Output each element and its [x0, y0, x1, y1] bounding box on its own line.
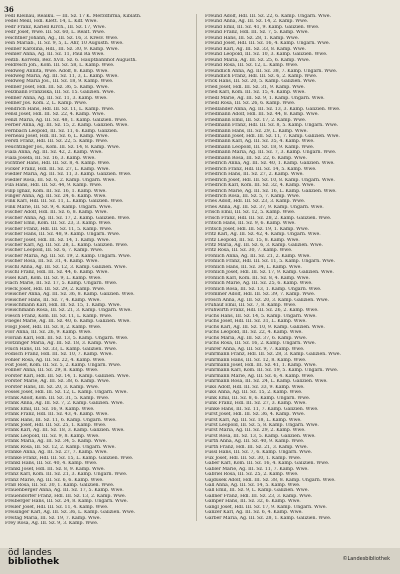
directory-entry: Frank Rosa, III. Sz. 12, 2. Kamp. Ungarn. Wwe. [5, 444, 116, 450]
directory-entry: Ferber Anna, Ag. III. Sz. 15, 2. Kamp. Galizien. Wwe. [5, 123, 129, 129]
directory-entry: Fritz Rosa, III. Sz. 30, 7. Kamp. Wwe. [205, 248, 293, 254]
directory-entry: Fischer Maria, Ag. III. Sz. 19, 2. Kamp. Ungarn. Wwe. [5, 253, 132, 259]
directory-entry: Fröhlich Franz, Hdl. III. Sz. 11, 5. Kamp. Ungarn. Wwe. [205, 259, 335, 265]
directory-entry: Fluch Hans, III. Sz. 33, L. Kamp. Galizien. Wwe. [5, 346, 118, 352]
directory-entry: Fürst Leopold, III. Sz. 5, 8. Kamp. Ungarn. Wwe. [205, 422, 319, 428]
directory-entry: Fuchs Rosa, III. Sz. 16, 2. Kamp. Ungarn. Wwe. [205, 341, 316, 347]
directory-entry: Fritz Leopold, III. Sz. 15, 8. Kamp. Wwe. [205, 237, 300, 243]
left-column [5, 14, 191, 527]
directory-entry: Fröhlich Rosa, III. Sz. 13, 1. Kamp. Ungarn. Wwe. [205, 286, 322, 292]
directory-entry: Freundlich Anna, Ag. III. Sz. 38, 7. Kamp. Ungarn. Wwe. [205, 68, 338, 74]
right-column [205, 14, 391, 521]
directory-entry: Friedrich Marie, Ag. III. Sz. 16, L. Kamp. Galizien. Wwe. [205, 188, 337, 194]
directory-entry: Frank Leopold, III. Sz. 9, 8. Kamp. Wwe. [5, 433, 100, 439]
directory-entry: Fries Adolf, Hdl. III. Sz. 23, 3. Kamp. Wwe. [205, 199, 306, 205]
directory-entry: Frank Adolf, Kom. III. Sz. 31, 5. Kamp. Wwe. [5, 395, 110, 401]
directory-entry: Franke Franz, Hdl. III. Sz. 15, L. Kamp. Galizien. Wwe. [5, 455, 134, 461]
directory-entry: Forster Marie, Ag. III. Sz. 38, 6. Kamp. Wwe. [5, 379, 110, 385]
directory-entry: Fischl Anna, Ag. III. Sz. 12, 3. Kamp. Galizien. Wwe. [5, 264, 127, 270]
directory-entry: Fischer Leopold, III. Sz. 6, 7. Kamp. Wwe. [5, 248, 104, 254]
directory-entry: Gangl Josef, Hdl. III. Sz. 17, 9. Kamp. Ungarn. Wwe. [205, 504, 327, 510]
directory-entry: Fritz Karl, Ag. III. Sz. 42, 4. Kamp. Ungarn. Wwe. [205, 232, 321, 238]
directory-entry: Fohler Rosa, Ag. III. Sz. 22, 4. Kamp. Wwe. [5, 357, 106, 363]
directory-entry: Fink Marie, III. Sz. 9, 4. Kamp. Ungarn. Wwe. [5, 204, 112, 210]
directory-entry: Fellner Josef, Hdl. III. Sz. 36, 5. Kamp. Wwe. [5, 84, 109, 90]
directory-entry: Fuchs Karl, Ag. III. Sz. 10, 9. Kamp. Galizien. Wwe. [205, 324, 325, 330]
directory-entry: Freund Josef, Hdl. III. Sz. 16, 4. Kamp. Ungarn. Wwe. [205, 41, 331, 47]
directory-entry: Freisinger Karl, Ag. III. Sz. 36, L. Kamp. Galizien. Wwe. [5, 510, 136, 516]
directory-entry: Fiedler Maria, Ag. III. Sz. 11, 3. Kamp. Galizien. Wwe. [5, 172, 132, 178]
directory-entry: Fischer Anna, Ag. III. Sz. 17, 2. Kamp. Galizien. Wwe. [5, 215, 131, 221]
directory-entry: Fedel Meill, Hdl. Klett. 14, L. Kdf. Wwe. [5, 19, 98, 25]
directory-entry: Fleischmann Rosa, III. Sz. 21, 3. Kamp. Ungarn. Wwe. [5, 308, 132, 314]
directory-entry: Fischer Emil, Kom. III. Sz. 23, 3. Kamp. Wwe. [5, 221, 112, 227]
directory-entry: Flögl Josef, Hdl. III. Sz. 8, 2. Kamp. Wwe. [5, 324, 102, 330]
directory-entry: Friedmann Karl, Ag. III. Sz. 35, 4. Kamp. Wwe. [205, 139, 315, 145]
page-number: 36 [4, 5, 14, 14]
directory-entry: Gaber Karl, Kom. III. Sz. 16, 4. Kamp. Galizien. Wwe. [205, 461, 330, 467]
directory-entry: Franz Karl, Kom. III. Sz. 21, 3. Kamp. Ungarn. Wwe. [5, 472, 128, 478]
directory-entry: Fiala Anna, Ag. III. Sz. 42, 2. Kamp. Wwe. [5, 150, 103, 156]
directory-entry: Fröhlich Karl, Kom. III. Sz. 8, 4. Kamp. Wwe. [205, 275, 310, 281]
directory-entry: Fuhrmann Hans, III. Sz. 12, 8. Kamp. Wwe. [205, 357, 307, 363]
directory-entry: Filip Ignaz, Kom. III. Sz. 16, 1. Kamp. Wwe. [5, 188, 107, 194]
directory-entry: Gall Anna, Ag. III. Sz. 14, 5. Kamp. Wwe. [205, 482, 301, 488]
directory-entry: Frank Anna, Ag. III. Sz. 7, 2. Kamp. Galizien. Wwe. [5, 401, 124, 407]
directory-entry: Fein Mariab., II. Sz. 9, 5, L. Ahr, 10 Augusth. Wwe. [5, 41, 124, 47]
directory-entry: Fritsch Hans, III. Sz. 9, 6. Kamp. Wwe. [205, 221, 296, 227]
directory-entry: Frankl Hans, III. Sz. 40, 4. Kamp. Wwe. [5, 461, 98, 467]
directory-entry: Frauenberger Anna, Ag. III. Sz. 17, 5. Kamp. Wwe. [5, 488, 124, 494]
directory-entry: Freund Leopold, III. Sz. 10, 3. Kamp. Galizien. Wwe. [205, 52, 328, 58]
directory-entry: Fedl Kleinau, Realku. — III. Sz. 17 K. Merzdfirma, Kiblath. [5, 14, 142, 19]
footer-bar [0, 548, 400, 574]
directory-entry: Fellner Jos. Kom. 2, L. Kamp. Wwe. [5, 101, 88, 107]
directory-entry: Freund Adolf, Hdl. III. Sz. 22, 6. Kamp. Ungarn. Wwe. [205, 14, 331, 19]
directory-entry: Fröhlich Anna, Ag. III. Sz. 21, 2. Kamp. Wwe. [205, 253, 311, 259]
directory-entry: Feinler Anna, Ag. III. Sz. 11, Paul Ra Wwe. [5, 52, 105, 58]
directory-entry: Friedrich Karl, Kom. III. Sz. 32, 4. Kamp. Wwe. [205, 183, 315, 189]
directory-entry: Fleck Josef, Hdl. III. Sz. 29, 2. Kamp. Wwe. [5, 286, 106, 292]
directory-entry: Fuhrmann Josef, Hdl. III. Sz. 41, 1. Kamp. Wwe. [205, 363, 317, 368]
directory-entry: Fiedler Rosa, III. Sz. 6, 2. Kamp. Ungarn. Wwe. [5, 177, 116, 183]
directory-entry: Flor Anna, III. Sz. 26, 9. Kamp. Wwe. [5, 330, 92, 336]
directory-entry: Freund Karl, Ag. III. Sz. 33, 8. Kamp. Wwe. [205, 46, 306, 52]
directory-entry: Gallner Franz, Hdl. III. Sz. 23, 3. Kamp. Wwe. [205, 493, 313, 499]
directory-entry: Freitag Maria, III. Sz. 19, 7. Kamp. Wwe. [5, 515, 101, 521]
directory-entry: Gamper Hans, III. Sz. 32, 6. Kamp. Wwe. [205, 499, 301, 505]
directory-entry: Freiler Josef, Hdl. III. Sz. 11, 4. Kamp. Wwe. [5, 504, 109, 510]
directory-entry: Freund Rosa, III. Sz. 12, L. Kamp. Wwe. [205, 63, 299, 69]
directory-entry: Frey Rosa, Ag. III. Sz. 9, 3. Kamp. Wwe. [5, 521, 99, 527]
directory-entry: Foit Josef, Kom. III. Sz. 5, 2. Kamp. Ungarn. Wwe. [5, 363, 122, 368]
directory-entry: Fendrich Hans, Hdl. III. Sz. 11, L. Kamp. Wwe. [5, 106, 115, 112]
directory-entry: Forster Karl, Hdl. III. Sz. 14, 1. Kamp. Galizien. Wwe. [5, 373, 130, 379]
directory-entry: Fischer Adolf, Hdl. III. Sz. 6, 8. Kamp. Wwe. [5, 210, 108, 216]
directory-entry: Friedmann Rosa, III. Sz. 22, 6. Kamp. Wwe. [205, 155, 307, 161]
directory-entry: Freund Franz, Hdl. III. Sz. 7, 5. Kamp. Wwe. [205, 30, 309, 36]
directory-entry: Friedmann Emil, III. Sz. 17, 2. Kamp. Wwe. [205, 117, 307, 123]
directory-entry: Finger Anna, Ag. III. Sz. 24, 6. Kamp. Wwe. [5, 193, 107, 199]
directory-entry: Fischer Franz, Hdl. III. Sz. 11, 5. Kamp. Wwe. [5, 226, 113, 232]
directory-entry: Frühwirth Franz, Hdl. III. Sz. 26, 2. Kamp. Wwe. [205, 308, 319, 314]
directory-entry: Fensl Josef, Hdl. III. Sz. 22, 4. Kamp. Wwe. [5, 112, 105, 118]
directory-entry: Frühauf Emil, III. Sz. 7, 8. Kamp. Wwe. [205, 303, 297, 309]
directory-entry: Frank Hans, III. Sz. 11, 6. Kamp. Ungarn. Wwe. [5, 417, 117, 423]
directory-entry: Fedr Franz, Kariell Kirch., III. Sz. 17, Wwe. [5, 24, 106, 30]
directory-entry: Flach Marie, III. Sz. 17, 5. Kamp. Ungarn. Wwe. [5, 281, 118, 287]
directory-entry: Fischer Hans, III. Sz. 48, 9. Kamp. Ungarn. Wwe. [5, 232, 121, 238]
directory-entry: Fischer Rosa, III. Sz. 31, 4. Kamp. Wwe. [5, 259, 99, 265]
directory-entry: Fürst Josef, Hdl. III. Sz. 36, 4. Kamp. Wwe. [205, 412, 306, 418]
directory-entry: Fuchs Josef, Hdl. III. Sz. 31, L. Kamp. Wwe. [205, 319, 307, 325]
directory-entry: Fischl Franz, Hdl. III. Sz. 44, 6. Kamp. Wwe. [5, 270, 109, 276]
directory-entry: Gall Emil, III. Sz. 9, L. Kamp. Galizien. Wwe. [205, 488, 309, 494]
directory-entry: Freiberger Hans, III. Sz. 24, 8. Kamp. Ungarn. Wwe. [5, 499, 128, 505]
directory-entry: Friedrich Anna, Ag. III. Sz. 40, 1. Kamp. Galizien. Wwe. [205, 161, 335, 167]
directory-entry: Ganzer Karl, Ag. III. Sz. 6, 4. Kamp. Wwe. [205, 510, 303, 516]
directory-entry: Fuhrmann Marie, Ag. III. Sz. 6, 4. Kamp. Wwe. [205, 373, 315, 379]
directory-entry: Frommer Adolf, Hdl. III. Sz. 39, 7. Kamp. Wwe. [205, 292, 316, 298]
directory-entry: Freund Anna, Ag. III. Sz. 14, 2. Kamp. Wwe. [205, 19, 309, 25]
directory-entry: Friedmann Franz, Hdl. III. Sz. 8, 5. Kamp. Ungarn. Wwe. [205, 123, 339, 129]
directory-entry: Frauendorfer Franz, Hdl. III. Sz. 13, 2. Kamp. Wwe. [5, 493, 127, 499]
directory-entry: Ficker Franz, Hdl. III. Sz. 27, L. Kamp. Wwe. [5, 166, 110, 172]
directory-entry: Friedrich Hans, III. Sz. 27, 2. Kamp. Wwe. [205, 172, 304, 178]
directory-entry: Friedl Rosa, III. Sz. 26, 6. Kamp. Wwe. [205, 101, 296, 107]
directory-entry: Franke Anna, Ag. III. Sz. 27, 7. Kamp. Wwe. [5, 450, 108, 456]
directory-entry: Fenzl Maria, Ag. III. Sz. 48, 1. Kamp. Galizien. Wwe. [5, 117, 128, 123]
directory-entry: Frank Josef, Hdl. III. Sz. 25, 1. Kamp. Wwe. [5, 422, 107, 428]
directory-entry: Fuchs Maria, Ag. III. Sz. 37, 6. Kamp. Wwe. [205, 335, 308, 341]
directory-entry: Fuks Anna, Ag. III. Sz. 15, 2. Kamp. Wwe. [205, 390, 303, 396]
directory-entry: Fleischmann Karl, Hdl. III. Sz. 15, 1. Kamp. Wwe. [5, 303, 121, 309]
directory-entry: Friedrich Franz, Hdl. III. Sz. 14, 5. Kamp. Wwe. [205, 166, 317, 172]
directory-entry: Feldreich Joh., Kom. III. Sz. 58, L. Kamp. Wwe. [5, 63, 115, 69]
directory-entry: Fuks Adolf, Hdl. III. Sz. 33, 9. Kamp. Wwe. [205, 384, 305, 390]
directory-entry: Feitlb. Korvelli, Bez. XVII. Sz. 6. Hauptbahnhof Augusth. [5, 57, 137, 63]
directory-entry: Fried Josef, Hdl. III. Sz. 31, 9. Kamp. Wwe. [205, 84, 305, 90]
directory-entry: Feichtner Johann, Ag., III. Sz. 16, 3. Kresv. Wwe. [5, 35, 119, 41]
directory-entry: Führer Anna, Ag. III. Sz. 9, 7. Kamp. Wwe. [205, 346, 305, 352]
directory-entry: Fisel Karl, Kom. III. Sz. 9, L. Kamp. Wwe. [5, 275, 102, 281]
directory-entry: Frank Emil, III. Sz. 16, 9. Kamp. Wwe. [5, 406, 95, 412]
directory-entry: Fichtner Hans, Hdl. III. Sz. 8, 4. Kamp. Wwe. [5, 161, 111, 167]
directory-entry: Födisch Franz, Hdl. III. Sz. 10, 7. Kamp. Wwe. [5, 352, 113, 358]
directory-entry: Fliegel Marie, Ag. III. Sz. 40, 6. Kamp. Galizien. Wwe. [5, 319, 131, 325]
directory-entry: Fuhrmann Karl, Kom. III. Sz. 19, 5. Kamp. Ungarn. Wwe. [205, 368, 339, 374]
directory-entry: Frosch Anna, Ag. III. Sz. 20, 3. Kamp. Galizien. Wwe. [205, 297, 329, 303]
logo-line-1: öd landes [8, 548, 52, 558]
directory-entry: Feldweg Maria, Ag. III. Sz. 11, 3, L. Kamp. Wwe. [5, 73, 119, 79]
directory-entry: Fürth Anna, Ag. III. Sz. 40, 9. Kamp. Wwe. [205, 439, 305, 445]
directory-entry: Friedmann Leopold, III. Sz. 18, 9. Kamp. Wwe. [205, 144, 315, 150]
directory-entry: Frankl Josef, Hdl. III. Sz. 8, 9. Kamp. Wwe. [5, 466, 105, 472]
directory-entry: Förster Hans, III. Sz. 20, 3. Kamp. Wwe. [5, 384, 100, 390]
directory-entry: Fries Anna, Ag. III. Sz. 37, 9. Kamp. Ungarn. Wwe. [205, 204, 324, 210]
directory-entry: Fux Josef, Hdl. III. Sz. 30, 1. Kamp. Wwe. [205, 455, 302, 461]
directory-entry: Freund Maria, Ag. III. Sz. 25, 6. Kamp. Wwe. [205, 57, 310, 63]
directory-entry: Friedrich Rosa, III. Sz. 5, 7. Kamp. Wwe. [205, 193, 301, 199]
directory-entry: Frank Franz, Hdl. III. Sz. 43, 4. Kamp. Wwe. [5, 412, 109, 418]
directory-entry: Fürth Franz, Hdl. III. Sz. 21, 3. Kamp. Wwe. [205, 444, 308, 450]
directory-entry: Friedmann Maria, Ag. III. Sz. 7, 3. Kamp. Ungarn. Wwe. [205, 150, 337, 156]
directory-entry: Feilner Karolina, Hdl., III. Sz. 30, 9. Kamp. Wwe. [5, 46, 119, 52]
directory-entry: Franz Marie, Ag. III. Sz. 6, 6. Kamp. Wwe. [5, 477, 104, 483]
directory-entry: Fischer Karl, Ag. III. Sz. 28, L. Kamp. Galizien. Wwe. [5, 243, 129, 249]
directory-entry: Garber Maria, Ag. III. Sz. 28, 1. Kamp. Galizien. Wwe. [205, 515, 332, 521]
directory-entry: Friedmann Josef, Hdl. III. Sz. 11, 7. Kamp. Galizien. Wwe. [205, 133, 340, 139]
directory-entry: Fröhlich Marie, Ag. III. Sz. 25, 6. Kamp. Wwe. [205, 281, 313, 287]
directory-entry: Fiala Josefa, III. Sz. 16, 3. Kamp. Wwe. [5, 155, 96, 161]
directory-entry: Fürst Maria, Ag. III. Sz. 29, 2. Kamp. Wwe. [205, 428, 306, 434]
directory-entry: Fürst Rosa, III. Sz. 13, 5. Kamp. Galizien. Wwe. [205, 433, 316, 439]
directory-entry: Fernbach Leopold, III. Sz. 11, 6. Kamp. Galizien. [5, 128, 119, 134]
directory-entry: Freund Hans, III. Sz. 28, 1. Kamp. Wwe. [205, 35, 300, 41]
directory-entry: Frick Hans, III. Sz. 20, 5. Kamp. Galizien. Wwe. [205, 79, 317, 85]
directory-entry: Fossel Josef, Hdl. III. Sz. 12, L. Kamp. Ungarn. Wwe. [5, 390, 128, 396]
directory-entry: Friedmann Hans, III. Sz. 29, L. Kamp. Wwe. [205, 128, 308, 134]
directory-entry: Frisch Franz, Hdl. III. Sz. 28, 2. Kamp. Galizien. Wwe. [205, 215, 332, 221]
directory-entry: Fuchs Hans, III. Sz. 14, 5. Kamp. Ungarn. Wwe. [205, 313, 317, 319]
directory-entry: Frisch Emil, III. Sz. 12, 5. Kamp. Wwe. [205, 210, 296, 216]
directory-entry: Frank Maria, Ag. III. Sz. 34, 5. Kamp. Wwe. [5, 439, 107, 445]
logo-line-2: bibliothek [8, 557, 60, 567]
directory-entry: Füssl Hans, III. Sz. 7, 6. Kamp. Ungarn. Wwe. [205, 450, 313, 456]
directory-entry: Fink Karl, Hdl. III. Sz. 11, L. Kamp. Galizien. Wwe. [5, 199, 124, 205]
directory-entry: Funk Franz, Hdl. III. Sz. 27, 3. Kamp. Wwe. [205, 401, 307, 407]
directory-entry: Feuchtinger Jos., Kom. III. Sz. 14, 8. Kamp. Wwe. [5, 144, 121, 150]
directory-entry: Fleischer Hans, III. Sz. 7, 4. Kamp. Wwe. [5, 297, 101, 303]
directory-entry: Gabler Marie, Ag. III. Sz. 11, 7. Kamp. Wwe. [205, 466, 309, 472]
directory-entry: Fritsch Josef, Hdl. III. Sz. 19, 1. Kamp. Wwe. [205, 226, 310, 232]
directory-entry: Feldweg Annita, Wwe. Adolf, 8. Kamp. Wwe. [5, 68, 109, 74]
directory-entry: Gajdusek Adolf, Hdl. III. Sz. 38, 8. Kamp. Ungarn. Wwe. [205, 477, 336, 483]
directory-entry: Fedr Josef, Wwe. III. Sz. 60, L. Realt. Wwe. [5, 30, 106, 36]
directory-entry: Fürst Karl, Ag. III. Sz. 18, L. Kamp. Wwe. [205, 417, 302, 423]
directory-entry: Friedmann Adolf, Hdl. III. Sz. 44, 8. Kamp. Wwe. [205, 112, 319, 118]
watermark: ©Landesbibliothek [342, 556, 390, 562]
directory-entry: Funk Emil, III. Sz. 8, 6. Kamp. Ungarn. Wwe. [205, 395, 311, 401]
directory-entry: Fila Hans, Hdl. III. Sz. 44, 9. Kamp. Wwe. [5, 183, 103, 189]
directory-entry: Fraß Rosa, III. Sz. 30, 1. Kamp. Galizien. Wwe. [5, 482, 115, 488]
directory-entry: Fröhlich Josef, Hdl. III. Sz. 17, 9. Kamp. Galizien. Wwe. [205, 270, 334, 276]
directory-entry: Ferstl Franz, Hdl. III. Sz. 22, 5. Kamp. Wwe. [5, 139, 109, 145]
directory-entry: Friedländer Anna, Ag. III. Sz. 13, 3. Kamp. Galizien. Wwe. [205, 106, 341, 112]
library-logo [8, 549, 59, 567]
directory-entry: Follner Anna, III. Sz. 29, 8. Kamp. Wwe. [5, 368, 99, 374]
directory-entry: Funke Hans, III. Sz. 11, 7. Kamp. Galizien. Wwe. [205, 406, 319, 412]
directory-entry: Fuchs Leopold, III. Sz. 22, 4. Kamp. Wwe. [205, 330, 303, 336]
directory-entry: Fried Karl, Kom. III. Sz. 15, 4. Kamp. Wwe. [205, 90, 306, 96]
directory-entry: Freund Emil, III. Sz. 41, 9. Kamp. Galizien. Wwe. [205, 24, 320, 30]
directory-entry: Flotzinger Maria, Ag. III. Sz. 18, 3. Kamp. Wwe. [5, 341, 117, 347]
directory-entry: Fuhrmann Rosa, III. Sz. 24, L. Kamp. Galizien. Wwe. [205, 379, 328, 385]
directory-entry: Fritz Maria, Ag. III. Sz. 6, 3. Kamp. Galizien. Wwe. [205, 243, 323, 249]
directory-entry: Freundlich Franz, Hdl. III. Sz. 6, 2. Kamp. Wwe. [205, 73, 318, 79]
directory-entry: Fleischer Anna, Ag. III. Sz. 36, 8. Kamp. Galizien. Wwe. [5, 292, 135, 298]
directory-entry: Frank Karl, Ag. III. Sz. 18, 3. Kamp. Galizien. Wwe. [5, 428, 125, 434]
column-divider [196, 14, 197, 521]
directory-entry: Florian Karl, Hdl. III. Sz. 13, 5. Kamp. Ungarn. Wwe. [5, 335, 129, 341]
directory-entry: Fröhlich Hans, III. Sz. 34, L. Kamp. Wwe. [205, 264, 302, 270]
directory-entry: Fischer Josef, Hdl. III. Sz. 14, 1. Kamp. Wwe. [5, 237, 110, 243]
directory-entry: Feldweg Maria Jos., III. Sz. 18, 9. Kamp. Wwe. [5, 79, 114, 85]
directory-entry: Fellner Anna, Ag. III. Sz. 11, 3. Kamp. Wwe. [5, 95, 108, 101]
directory-entry: Felzmann Franziska, III. Sz. 15. Galizien. Wwe. [5, 90, 115, 96]
directory-entry: Ferneau Josef, Hdl. III. Sz. 6, L. Kamp. Wwe. [5, 133, 109, 139]
directory-entry: Friedl Marie, Ag. III. Sz. 9, 1. Kamp. Ungarn. Wwe. [205, 95, 325, 101]
directory-entry: Gabriel Rosa, III. Sz. 25, 2. Kamp. Wwe. [205, 472, 299, 478]
directory-entry: Flesch Franz, Kom. III. Sz. 11, L. Kamp. Wwe. [5, 313, 113, 319]
directory-entry: Fuhrmann Franz, Hdl. III. Sz. 28, 3. Kamp. Galizien. Wwe. [205, 352, 341, 358]
directory-entry: Friedrich Josef, Hdl. III. Sz. 10, 8. Kamp. Ungarn. Wwe. [205, 177, 335, 183]
